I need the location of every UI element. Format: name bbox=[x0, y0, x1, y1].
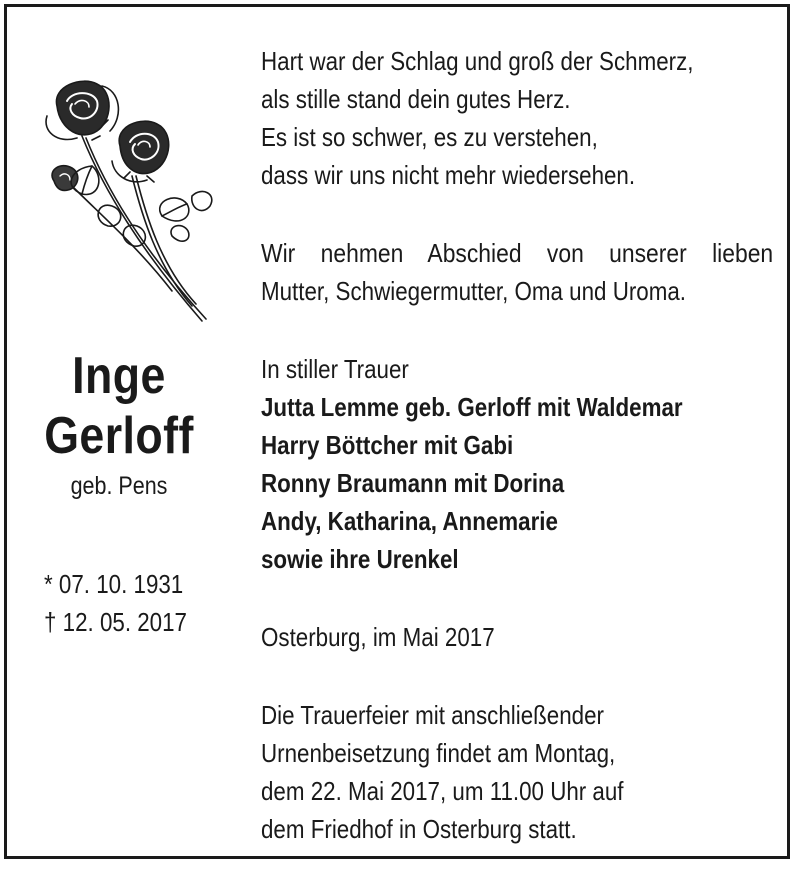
place-date bbox=[261, 618, 773, 656]
birth-date: * 07. 10. 1931 bbox=[44, 569, 184, 599]
funeral-info bbox=[261, 696, 773, 848]
funeral-line: Urnenbeisetzung findet am Montag, bbox=[261, 738, 616, 768]
mourner-name: Jutta Lemme geb. Gerloff mit Waldemar bbox=[261, 392, 683, 422]
poem-line: Hart war der Schlag und groß der Schmerz, bbox=[261, 46, 694, 76]
funeral-line: Die Trauerfeier mit anschließender bbox=[261, 700, 605, 730]
mourner-name: Andy, Katharina, Annemarie bbox=[261, 506, 558, 536]
poem-line: dass wir uns nicht mehr wiedersehen. bbox=[261, 160, 636, 190]
life-dates bbox=[44, 565, 207, 641]
poem-line: Es ist so schwer, es zu verstehen, bbox=[261, 122, 598, 152]
mourner-name: Harry Böttcher mit Gabi bbox=[261, 430, 514, 460]
deceased-name-block bbox=[14, 346, 224, 502]
birth-name: geb. Pens bbox=[70, 472, 168, 500]
farewell bbox=[261, 234, 773, 310]
mourners-intro: In stiller Trauer bbox=[261, 354, 409, 384]
death-date: † 12. 05. 2017 bbox=[44, 607, 187, 637]
mourner-name: Ronny Braumann mit Dorina bbox=[261, 468, 565, 498]
place-date-text: Osterburg, im Mai 2017 bbox=[261, 622, 495, 652]
funeral-line: dem 22. Mai 2017, um 11.00 Uhr auf bbox=[261, 776, 624, 806]
obituary-text bbox=[261, 42, 773, 848]
farewell-line: Mutter, Schwiegermutter, Oma und Uroma. bbox=[261, 276, 687, 306]
poem-line: als stille stand dein gutes Herz. bbox=[261, 84, 571, 114]
mourner-name: sowie ihre Urenkel bbox=[261, 544, 459, 574]
rose-illustration-icon bbox=[42, 76, 222, 336]
mourners bbox=[261, 350, 773, 578]
funeral-line: dem Friedhof in Osterburg statt. bbox=[261, 814, 577, 844]
farewell-line: Wir nehmen Abschied von unserer lieben bbox=[261, 238, 774, 268]
poem bbox=[261, 42, 773, 194]
last-name: Gerloff bbox=[44, 407, 194, 465]
first-name: Inge bbox=[72, 347, 166, 405]
